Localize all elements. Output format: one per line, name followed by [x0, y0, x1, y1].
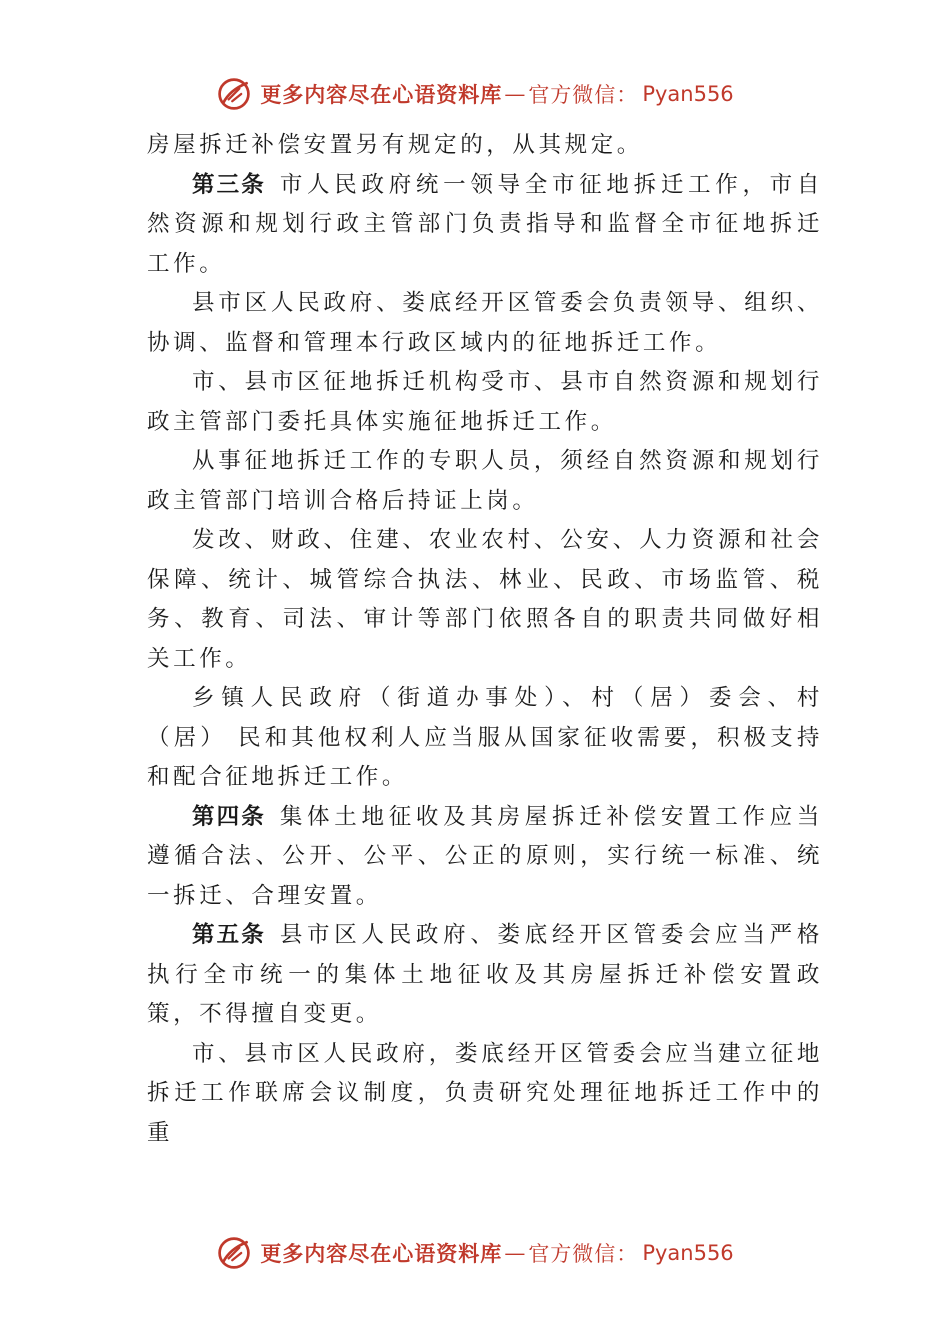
watermark-separator: — [504, 1241, 527, 1265]
paragraph-text: 县市区人民政府、娄底经开区管委会负责领导、组织、协调、监督和管理本行政区域内的征地拆迁工作。 [147, 290, 823, 356]
watermark-header [0, 72, 950, 116]
watermark-label: 官方微信： [528, 1242, 639, 1266]
paragraph [147, 363, 823, 442]
paragraph-text: 房屋拆迁补偿安置另有规定的，从其规定。 [147, 132, 643, 158]
paragraph-text: 市人民政府统一领导全市征地拆迁工作，市自然资源和规划行政主管部门负责指导和监督全市征地拆迁工作。 [147, 171, 823, 277]
watermark-brand: 更多内容尽在心语资料库 [260, 1241, 503, 1266]
document-body [147, 126, 823, 1153]
paragraph [147, 442, 823, 521]
seal-logo-icon [216, 76, 252, 112]
paragraph-text: 乡镇人民政府（街道办事处）、村（居）委会、村（居） 民和其他权利人应当服从国家征收需要，积极支持和配合征地拆迁工作。 [147, 685, 823, 790]
paragraph-text: 发改、财政、住建、农业农村、公安、人力资源和社会保障、统计、城管综合执法、林业、民政、市场监管、税务、教育、司法、审计等部门依照各自的职责共同做好相关工作。 [147, 527, 823, 672]
watermark-separator: — [504, 82, 527, 106]
seal-logo-icon [216, 1235, 252, 1271]
paragraph-text: 市、县市区征地拆迁机构受市、县市自然资源和规划行政主管部门委托具体实施征地拆迁工作。 [147, 369, 823, 435]
paragraph [147, 284, 823, 363]
paragraph [147, 126, 823, 166]
paragraph [147, 521, 823, 679]
paragraph [147, 1035, 823, 1154]
paragraph [147, 679, 823, 798]
paragraph [147, 798, 823, 917]
article-number: 第五条 [192, 922, 266, 948]
watermark-footer [0, 1231, 950, 1275]
paragraph [147, 916, 823, 1035]
watermark-id: Pyan556 [642, 1241, 734, 1265]
article-number: 第三条 [192, 171, 266, 198]
watermark-brand: 更多内容尽在心语资料库 [260, 82, 503, 107]
watermark-id: Pyan556 [642, 82, 734, 106]
paragraph [147, 166, 823, 285]
article-number: 第四条 [192, 803, 266, 830]
paragraph-text: 从事征地拆迁工作的专职人员，须经自然资源和规划行政主管部门培训合格后持证上岗。 [147, 448, 823, 514]
watermark-label: 官方微信： [528, 83, 639, 107]
paragraph-text: 市、县市区人民政府，娄底经开区管委会应当建立征地拆迁工作联席会议制度，负责研究处理征地拆迁工作中的重 [147, 1040, 823, 1146]
paragraph-text: 县市区人民政府、娄底经开区管委会应当严格执行全市统一的集体土地征收及其房屋拆迁补偿安置政策，不得擅自变更。 [147, 922, 823, 1027]
paragraph-text: 集体土地征收及其房屋拆迁补偿安置工作应当遵循合法、公开、公平、公正的原则，实行统一标准、统一拆迁、合理安置。 [147, 803, 823, 909]
